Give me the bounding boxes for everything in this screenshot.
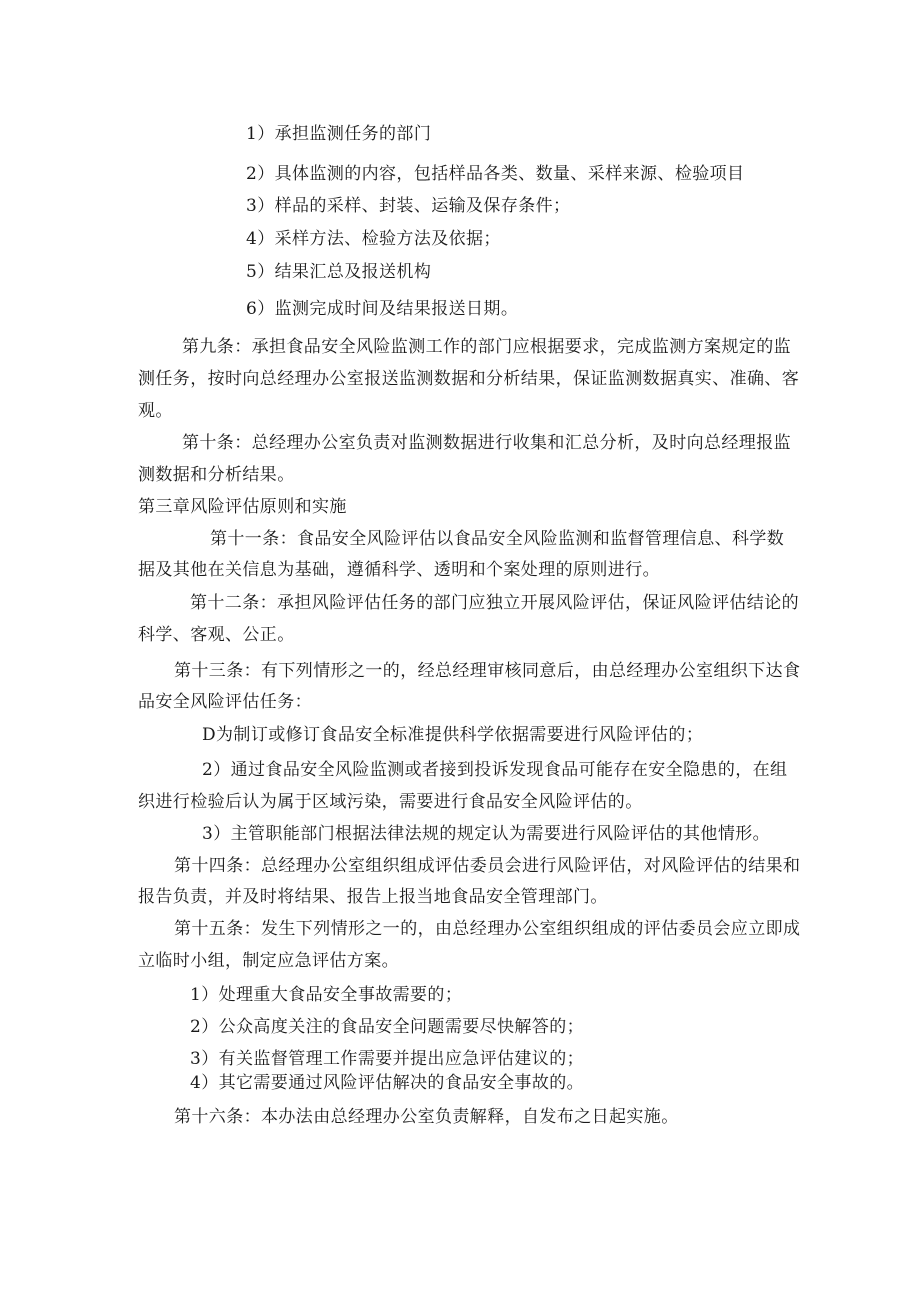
list-item: 4）采样方法、检验方法及依据； (246, 229, 501, 249)
article-13-line: 品安全风险评估任务： (138, 692, 312, 712)
list-item: 2）具体监测的内容，包括样品各类、数量、采样来源、检验项目 (246, 164, 745, 184)
article-12-line: 第十二条：承担风险评估任务的部门应独立开展风险评估，保证风险评估结论的 (190, 593, 799, 613)
article-9-line: 测任务，按时向总经理办公室报送监测数据和分析结果，保证监测数据真实、准确、客 (138, 369, 800, 389)
article-9-line: 观。 (138, 401, 173, 421)
article-13-line: 第十三条：有下列情形之一的，经总经理审核同意后，由总经理办公室组织下达食 (174, 661, 801, 681)
article-14-line: 第十四条：总经理办公室组织组成评估委员会进行风险评估，对风险评估的结果和 (174, 856, 801, 876)
list-item: 3）主管职能部门根据法律法规的规定认为需要进行风险评估的其他情形。 (202, 824, 771, 844)
chapter-heading: 第三章风险评估原则和实施 (138, 497, 347, 517)
article-9-line: 第九条：承担食品安全风险监测工作的部门应根据要求，完成监测方案规定的监 (182, 337, 791, 357)
article-16-line: 第十六条：本办法由总经理办公室负责解释，自发布之日起实施。 (174, 1107, 679, 1127)
list-item: 6）监测完成时间及结果报送日期。 (246, 299, 519, 319)
list-item: 1）承担监测任务的部门 (246, 124, 432, 144)
list-item: 2）公众高度关注的食品安全问题需要尽快解答的； (190, 1017, 585, 1037)
list-item: 3）样品的采样、封装、运输及保存条件； (246, 196, 571, 216)
list-item: 织进行检验后认为属于区域污染，需要进行食品安全风险评估的。 (138, 792, 643, 812)
article-12-line: 科学、客观、公正。 (138, 625, 295, 645)
list-item: 2）通过食品安全风险监测或者接到投诉发现食品可能存在安全隐患的，在组 (202, 760, 788, 780)
article-15-line: 第十五条：发生下列情形之一的，由总经理办公室组织组成的评估委员会应立即成 (174, 919, 801, 939)
article-14-line: 报告负责，并及时将结果、报告上报当地食品安全管理部门。 (138, 887, 608, 907)
article-15-line: 立临时小组，制定应急评估方案。 (138, 951, 399, 971)
article-10-line: 第十条：总经理办公室负责对监测数据进行收集和汇总分析，及时向总经理报监 (182, 433, 791, 453)
list-item: 4）其它需要通过风险评估解决的食品安全事故的。 (190, 1073, 585, 1093)
list-item: 1）处理重大食品安全事故需要的； (190, 985, 463, 1005)
list-item: D为制订或修订食品安全标准提供科学依据需要进行风险评估的； (202, 725, 704, 745)
article-10-line: 测数据和分析结果。 (138, 465, 295, 485)
article-11-line: 第十一条：食品安全风险评估以食品安全风险监测和监督管理信息、科学数 (210, 529, 785, 549)
list-item: 5）结果汇总及报送机构 (246, 262, 432, 282)
list-item: 3）有关监督管理工作需要并提出应急评估建议的； (190, 1049, 585, 1069)
article-11-line: 据及其他在关信息为基础，遵循科学、透明和个案处理的原则进行。 (138, 560, 660, 580)
